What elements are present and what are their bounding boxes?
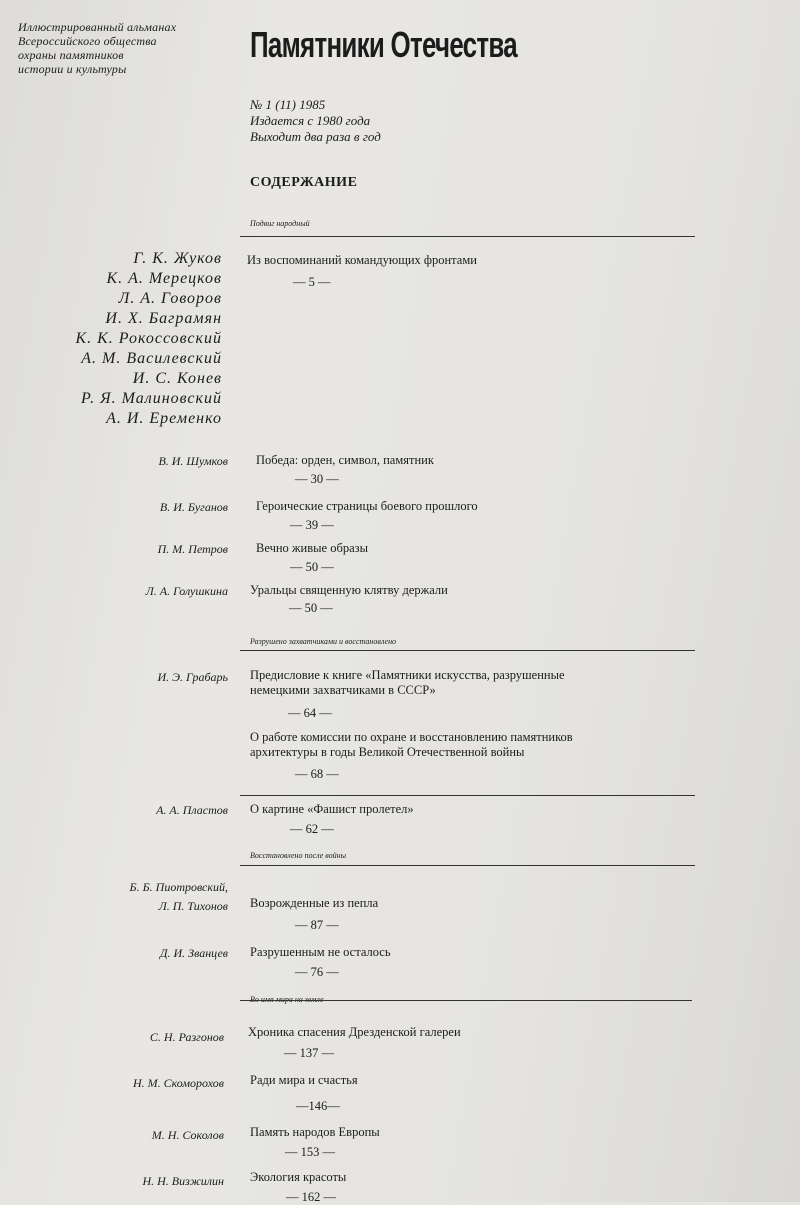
section-label: Разрушено захватчиками и восстановлено xyxy=(250,637,397,646)
page-number: — 5 — xyxy=(293,275,331,289)
author-name: Л. А. Голушкина xyxy=(145,584,228,598)
entry-title: немецкими захватчиками в СССР» xyxy=(250,683,436,697)
publisher-line: Иллюстрированный альманах xyxy=(18,20,177,34)
author-name: Н. М. Скоморохов xyxy=(132,1076,224,1090)
section-label: Восстановлено после войны xyxy=(250,851,347,860)
author-name: С. Н. Разгонов xyxy=(149,1030,224,1044)
section-label: Во имя мира на земле xyxy=(250,995,324,1004)
entry-title: Из воспоминаний командующих фронтами xyxy=(247,253,477,267)
publisher-line: Всероссийского общества xyxy=(18,34,157,48)
issue-since: Издается с 1980 года xyxy=(250,113,371,128)
page-number: —146— xyxy=(296,1099,340,1113)
author-name: В. И. Шумков xyxy=(158,454,228,468)
section-divider xyxy=(240,795,695,796)
issue-frequency: Выходит два раза в год xyxy=(250,129,381,144)
page-number: — 87 — xyxy=(295,918,339,932)
author-name: И. Э. Грабарь xyxy=(157,670,228,684)
page-number: — 50 — xyxy=(289,601,333,615)
section-label: Подвиг народный xyxy=(250,219,310,228)
contents-heading: СОДЕРЖАНИЕ xyxy=(250,175,358,190)
entry-title: Вечно живые образы xyxy=(256,541,368,555)
entry-title: О картине «Фашист пролетел» xyxy=(250,802,414,816)
author-name: Г. К. Жуков xyxy=(133,250,222,267)
page-number: — 30 — xyxy=(295,472,339,486)
page-number: — 62 — xyxy=(290,822,334,836)
page-number: — 50 — xyxy=(290,560,334,574)
author-name: Н. Н. Визжилин xyxy=(142,1174,224,1188)
entry-title: Уральцы священную клятву держали xyxy=(250,583,448,597)
publisher-line: истории и культуры xyxy=(18,62,127,76)
author-name: К. А. Мерецков xyxy=(106,270,222,287)
entry-title: Хроника спасения Дрезденской галереи xyxy=(248,1025,461,1039)
page-number: — 153 — xyxy=(285,1145,335,1159)
page-number: — 68 — xyxy=(295,767,339,781)
author-name: Л. П. Тихонов xyxy=(158,899,228,913)
author-name: Б. Б. Пиотровский, xyxy=(129,880,228,894)
page-number: — 76 — xyxy=(295,965,339,979)
author-name: Р. Я. Малиновский xyxy=(80,390,222,407)
section-divider xyxy=(240,865,695,866)
page-number: — 162 — xyxy=(286,1190,336,1204)
page-number: — 137 — xyxy=(284,1046,334,1060)
entry-title: Экология красоты xyxy=(250,1170,347,1184)
entry-title: Предисловие к книге «Памятники искусства, разрушенные xyxy=(250,668,565,682)
author-name: В. И. Буганов xyxy=(159,500,228,514)
author-name: А. М. Василевский xyxy=(81,350,222,367)
entry-title: Разрушенным не осталось xyxy=(250,945,391,959)
issue-info xyxy=(250,97,381,145)
author-name: И. Х. Баграмян xyxy=(105,310,222,327)
entry-title: архитектуры в годы Великой Отечественной войны xyxy=(250,745,525,759)
section-divider xyxy=(240,236,695,237)
entry-title: О работе комиссии по охране и восстановлению памятников xyxy=(250,730,573,744)
author-name: Л. А. Говоров xyxy=(118,290,222,307)
entry-title: Победа: орден, символ, памятник xyxy=(256,453,434,467)
publisher-note xyxy=(18,20,238,76)
section-divider xyxy=(240,1000,692,1001)
author-name: А. И. Еременко xyxy=(106,410,222,427)
magazine-title: Памятники Отечества xyxy=(250,24,517,65)
issue-number: № 1 (11) 1985 xyxy=(250,97,326,112)
page-number: — 39 — xyxy=(290,518,334,532)
author-name: М. Н. Соколов xyxy=(151,1128,224,1142)
author-name: П. М. Петров xyxy=(157,542,228,556)
page-number: — 64 — xyxy=(288,706,332,720)
entry-title: Память народов Европы xyxy=(250,1125,380,1139)
entry-title: Героические страницы боевого прошлого xyxy=(256,499,478,513)
author-name: И. С. Конев xyxy=(132,370,222,387)
section-divider xyxy=(240,650,695,651)
author-name: К. К. Рокоссовский xyxy=(75,330,222,347)
author-name: А. А. Пластов xyxy=(156,803,228,817)
entry-title: Ради мира и счастья xyxy=(250,1073,358,1087)
publisher-line: охраны памятников xyxy=(18,48,124,62)
entry-title: Возрожденные из пепла xyxy=(250,896,379,910)
author-name: Д. И. Званцев xyxy=(159,946,228,960)
